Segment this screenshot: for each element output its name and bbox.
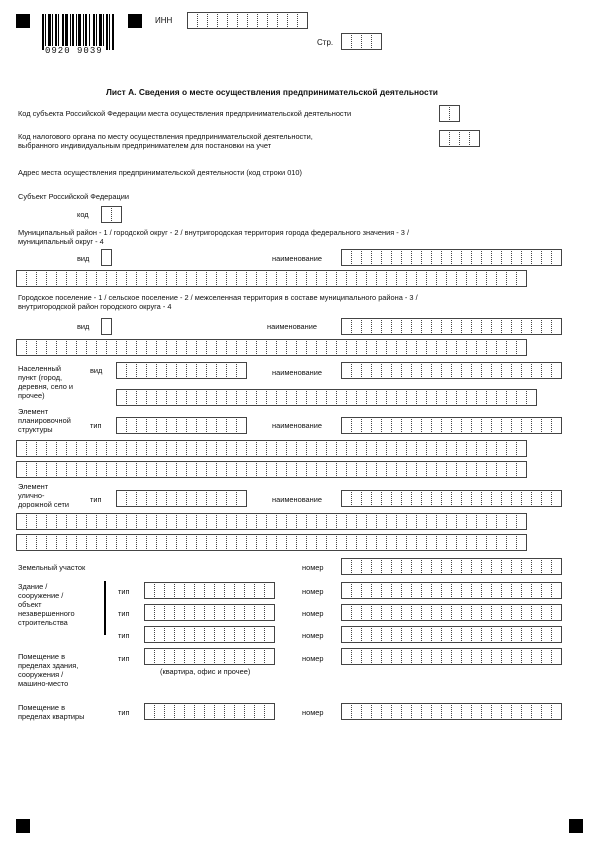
municipal-type-field[interactable] — [101, 249, 111, 266]
locality-type-label: вид — [90, 366, 103, 375]
premises-kind-field[interactable] — [144, 648, 274, 665]
municipal-label-2: муниципальный округ - 4 — [18, 237, 104, 246]
char-cell[interactable] — [264, 648, 275, 665]
char-cell[interactable] — [236, 362, 247, 379]
premises-kind-label: тип — [118, 654, 130, 663]
building-kind-field-3[interactable] — [144, 626, 274, 643]
building-bracket — [104, 581, 106, 635]
locality-label-2: пункт (город, — [18, 373, 63, 382]
corner-marker-bottom-right — [569, 819, 583, 833]
street-name-field-3[interactable] — [16, 534, 526, 551]
street-name-field-1[interactable] — [341, 490, 561, 507]
char-cell[interactable] — [551, 318, 562, 335]
char-cell[interactable] — [516, 339, 527, 356]
settlement-type-field[interactable] — [101, 318, 111, 335]
locality-label-1: Населенный — [18, 364, 62, 373]
subject-code-field[interactable] — [439, 105, 459, 122]
street-kind-field[interactable] — [116, 490, 246, 507]
building-kind-label-3: тип — [118, 631, 130, 640]
building-label-5: строительства — [18, 618, 68, 627]
building-label-4: незавершенного — [18, 609, 75, 618]
planning-kind-field[interactable] — [116, 417, 246, 434]
char-cell[interactable] — [551, 703, 562, 720]
tax-org-field[interactable] — [439, 130, 479, 147]
char-cell[interactable] — [264, 703, 275, 720]
street-label-3: дорожной сети — [18, 500, 69, 509]
planning-label-1: Элемент — [18, 407, 49, 416]
char-cell[interactable] — [516, 513, 527, 530]
address-header: Адрес места осуществления предпринимательской деятельности (код строки 010) — [18, 168, 302, 177]
char-cell[interactable] — [551, 490, 562, 507]
corner-marker-top-left — [16, 14, 30, 28]
barcode-digits-right: 9039 — [77, 46, 103, 56]
char-cell[interactable] — [516, 270, 527, 287]
street-name-field-2[interactable] — [16, 513, 526, 530]
municipal-label-1: Муниципальный район - 1 / городской округ - 2 / внутригородская территория города федерального значения - 3 / — [18, 228, 409, 237]
char-cell[interactable] — [264, 604, 275, 621]
char-cell[interactable] — [371, 33, 382, 50]
street-label-1: Элемент — [18, 482, 49, 491]
locality-name-field-1[interactable] — [341, 362, 561, 379]
building-label-2: сооружение / — [18, 591, 64, 600]
settlement-name-field-1[interactable] — [341, 318, 561, 335]
street-kind-label: тип — [90, 495, 102, 504]
subject-code-label: Код субъекта Российской Федерации места осуществления предпринимательской деятельности — [18, 109, 352, 118]
char-cell[interactable] — [526, 389, 537, 406]
planning-name-label: наименование — [272, 421, 322, 430]
page-label: Стр. — [317, 38, 334, 47]
building-number-field-2[interactable] — [341, 604, 561, 621]
building-number-label-2: номер — [302, 609, 324, 618]
char-cell[interactable] — [516, 461, 527, 478]
char-cell[interactable] — [516, 534, 527, 551]
apt-premises-label-2: пределах квартиры — [18, 712, 85, 721]
premises-label-1: Помещение в — [18, 652, 66, 661]
apt-premises-kind-field[interactable] — [144, 703, 274, 720]
building-kind-label-2: тип — [118, 609, 130, 618]
premises-hint: (квартира, офис и прочее) — [160, 667, 251, 676]
char-cell[interactable] — [449, 105, 460, 122]
barcode-digits-left: 0920 — [45, 46, 71, 56]
subject-rf-code-field[interactable] — [101, 206, 121, 223]
building-number-field-1[interactable] — [341, 582, 561, 599]
settlement-label-1: Городское поселение - 1 / сельское поселение - 2 / межселенная территория в составе муниципального района - 3 / — [18, 293, 418, 302]
land-plot-number-label: номер — [302, 563, 324, 572]
premises-label-2: пределах здания, — [18, 661, 79, 670]
sheet-title: Лист А. Сведения о месте осуществления предпринимательской деятельности — [106, 87, 438, 97]
locality-name-label: наименование — [272, 368, 322, 377]
char-cell[interactable] — [551, 249, 562, 266]
building-label-3: объект — [18, 600, 42, 609]
locality-label-3: деревня, село и — [18, 382, 74, 391]
apt-premises-number-label: номер — [302, 708, 324, 717]
municipal-name-label: наименование — [272, 254, 322, 263]
char-cell[interactable] — [469, 130, 480, 147]
char-cell[interactable] — [297, 12, 308, 29]
locality-label-4: прочее) — [18, 391, 45, 400]
char-cell[interactable] — [551, 417, 562, 434]
char-cell[interactable] — [551, 604, 562, 621]
char-cell[interactable] — [236, 417, 247, 434]
char-cell[interactable] — [101, 249, 112, 266]
code-label: код — [77, 210, 89, 219]
premises-number-field[interactable] — [341, 648, 561, 665]
char-cell[interactable] — [516, 440, 527, 457]
building-kind-field-1[interactable] — [144, 582, 274, 599]
char-cell[interactable] — [111, 206, 122, 223]
tax-org-label-1: Код налогового органа по месту осуществления предпринимательской деятельности, — [18, 132, 313, 141]
planning-name-field-2[interactable] — [16, 440, 526, 457]
corner-marker-top-mid — [128, 14, 142, 28]
apt-premises-label-1: Помещение в — [18, 703, 66, 712]
apt-premises-kind-label: тип — [118, 708, 130, 717]
municipal-name-field-1[interactable] — [341, 249, 561, 266]
barcode — [42, 14, 118, 50]
land-plot-label: Земельный участок — [18, 563, 86, 572]
settlement-name-field-2[interactable] — [16, 339, 526, 356]
char-cell[interactable] — [101, 318, 112, 335]
street-name-label: наименование — [272, 495, 322, 504]
inn-label: ИНН — [155, 16, 173, 25]
municipal-name-field-2[interactable] — [16, 270, 526, 287]
page-number-field[interactable] — [341, 33, 381, 50]
street-label-2: улично- — [18, 491, 45, 500]
locality-name-field-2[interactable] — [116, 389, 536, 406]
subject-rf-label: Субъект Российской Федерации — [18, 192, 129, 201]
tax-org-label-2: выбранного индивидуальным предпринимателем для постановки на учет — [18, 141, 272, 150]
char-cell[interactable] — [551, 582, 562, 599]
char-cell[interactable] — [551, 648, 562, 665]
building-kind-label-1: тип — [118, 587, 130, 596]
building-number-field-3[interactable] — [341, 626, 561, 643]
barcode-digits — [44, 46, 104, 56]
building-kind-field-2[interactable] — [144, 604, 274, 621]
char-cell[interactable] — [264, 582, 275, 599]
char-cell[interactable] — [236, 490, 247, 507]
building-label-1: Здание / — [18, 582, 48, 591]
corner-marker-bottom-left — [16, 819, 30, 833]
char-cell[interactable] — [551, 626, 562, 643]
settlement-type-label: вид — [77, 322, 90, 331]
premises-label-4: машино-место — [18, 679, 69, 688]
building-number-label-1: номер — [302, 587, 324, 596]
planning-name-field-1[interactable] — [341, 417, 561, 434]
char-cell[interactable] — [551, 558, 562, 575]
land-plot-number-field[interactable] — [341, 558, 561, 575]
planning-kind-label: тип — [90, 421, 102, 430]
apt-premises-number-field[interactable] — [341, 703, 561, 720]
building-number-label-3: номер — [302, 631, 324, 640]
planning-name-field-3[interactable] — [16, 461, 526, 478]
planning-label-3: структуры — [18, 425, 53, 434]
premises-label-3: сооружения / — [18, 670, 64, 679]
inn-field[interactable] — [187, 12, 307, 29]
char-cell[interactable] — [551, 362, 562, 379]
char-cell[interactable] — [264, 626, 275, 643]
settlement-name-label: наименование — [267, 322, 317, 331]
locality-type-field[interactable] — [116, 362, 246, 379]
premises-number-label: номер — [302, 654, 324, 663]
municipal-type-label: вид — [77, 254, 90, 263]
planning-label-2: планировочной — [18, 416, 71, 425]
settlement-label-2: внутригородской район городского округа - 4 — [18, 302, 172, 311]
